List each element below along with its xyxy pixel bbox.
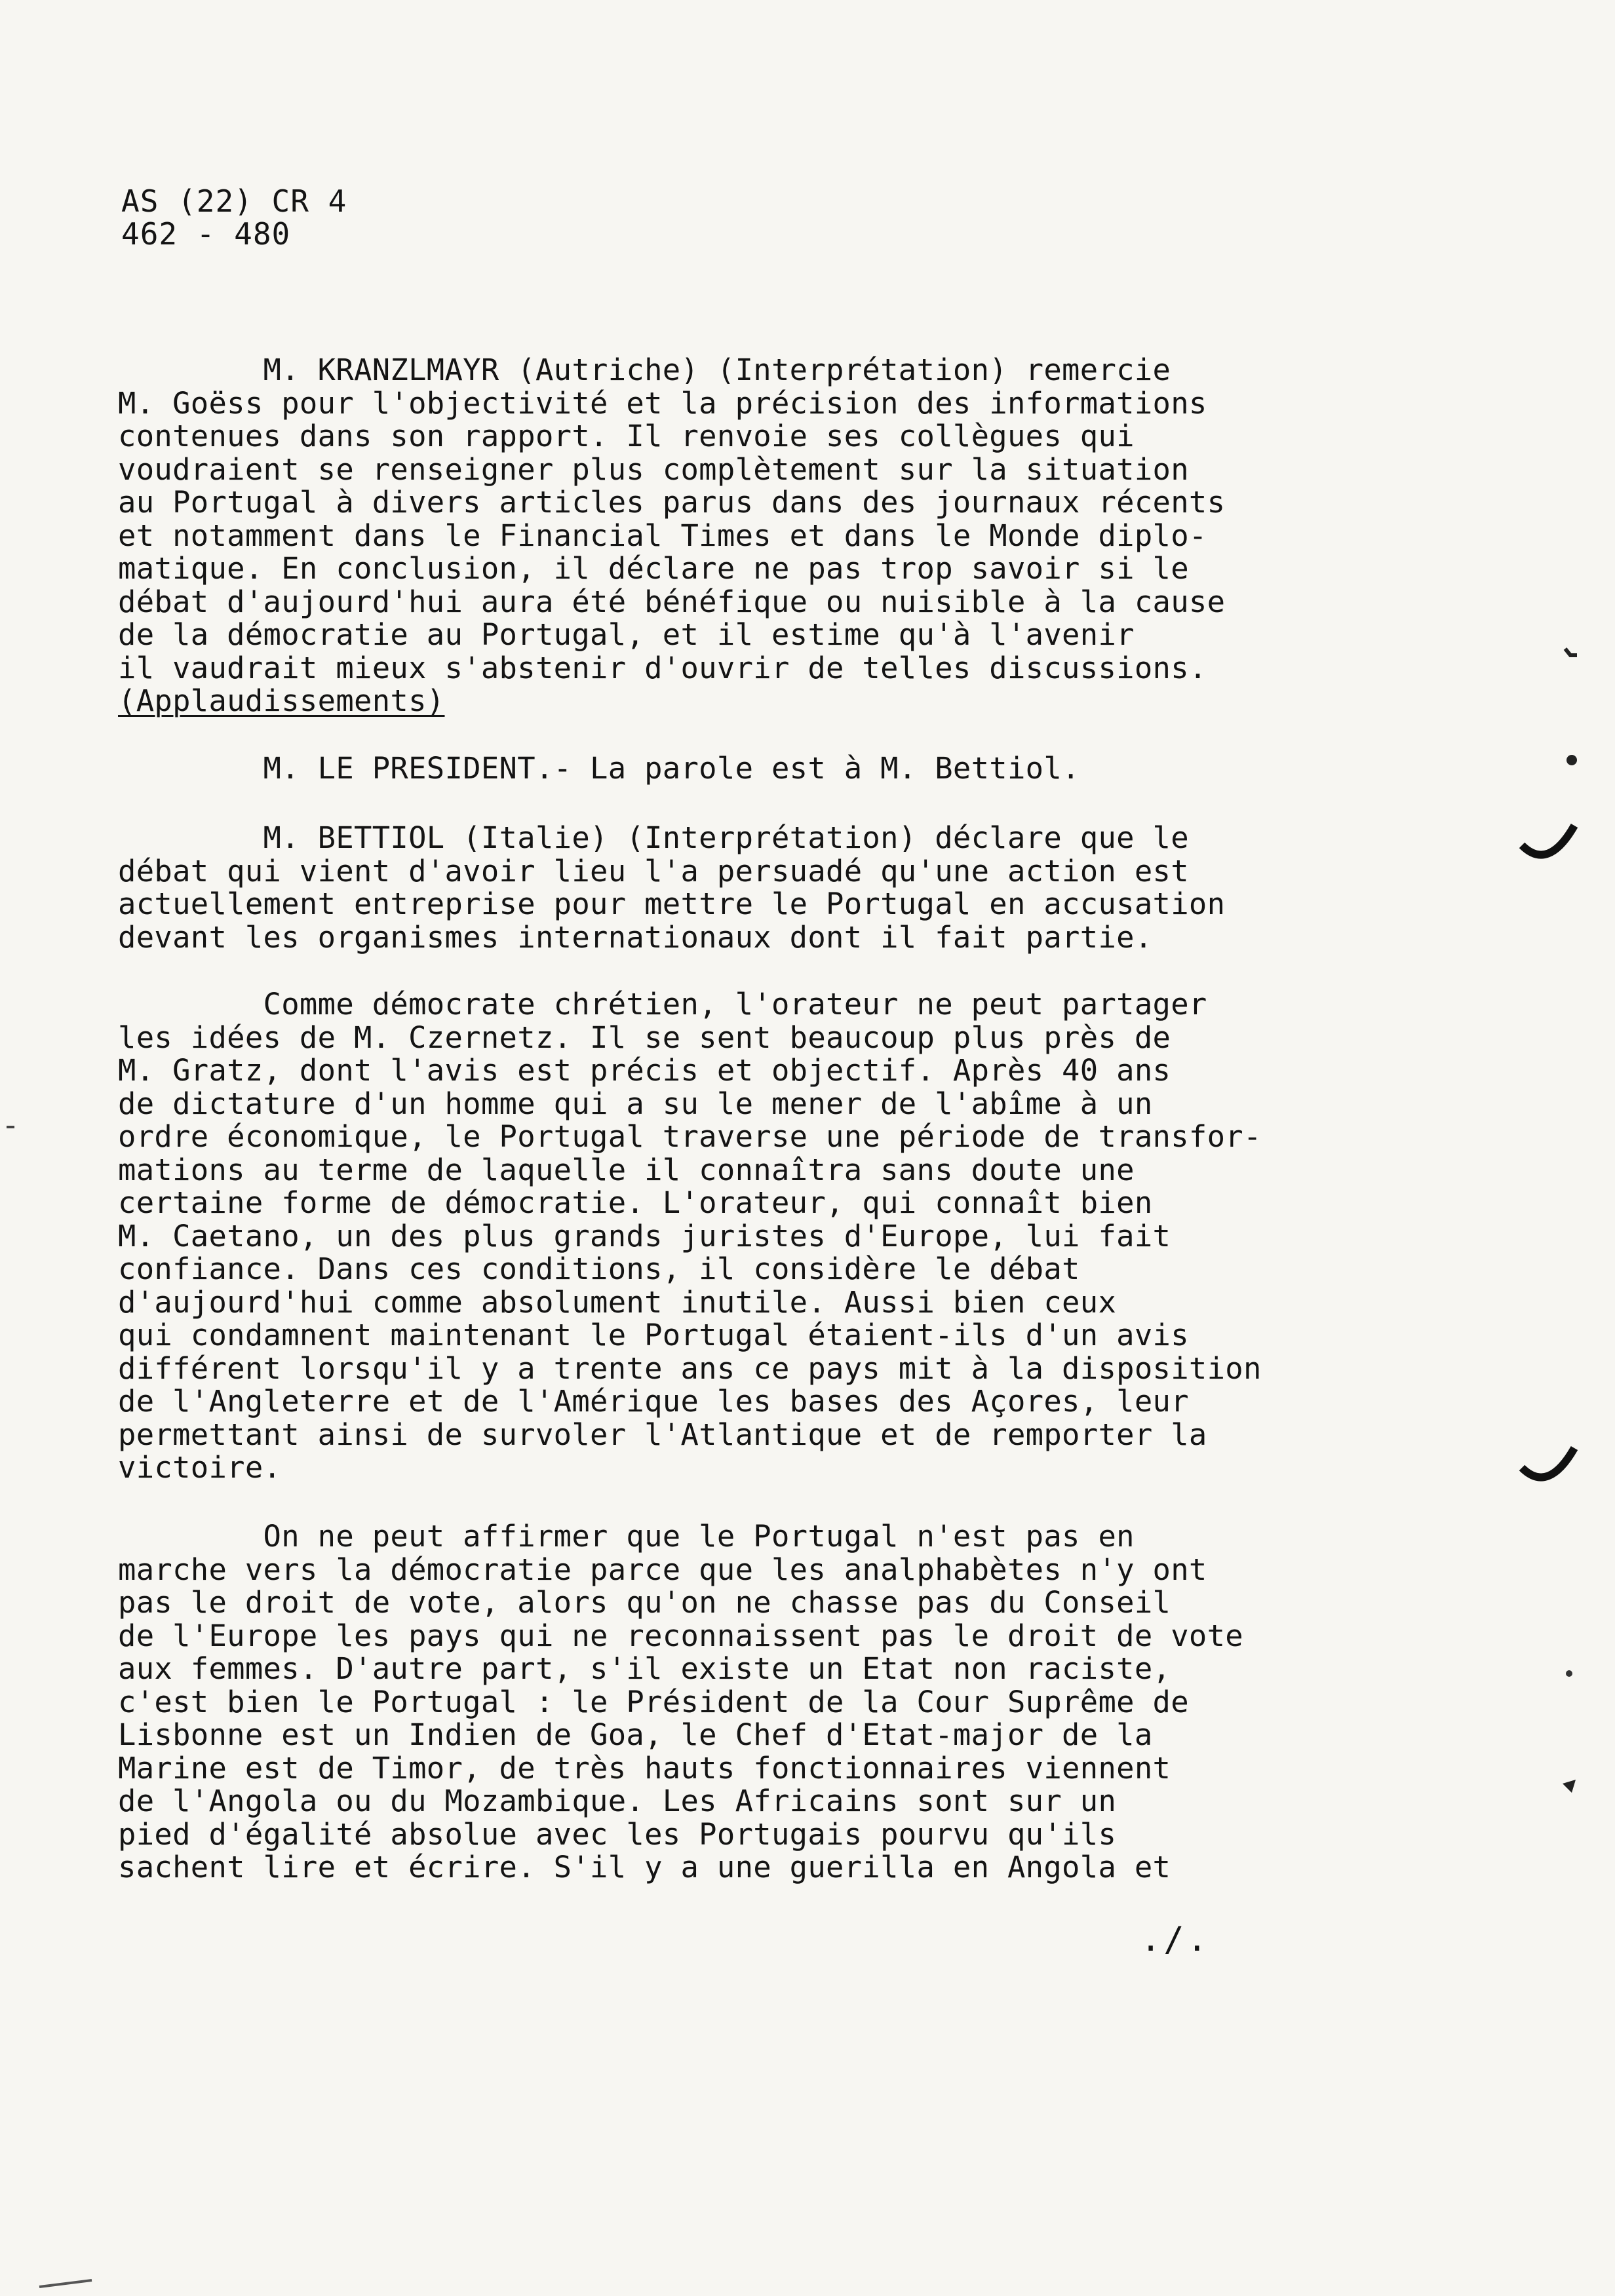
text-line: voudraient se renseigner plus complètement sur la situation bbox=[118, 451, 1189, 487]
text-line: M. Goëss pour l'objectivité et la précision des informations bbox=[118, 385, 1207, 421]
text-line: aux femmes. D'autre part, s'il existe un Etat non raciste, bbox=[118, 1651, 1171, 1686]
text-line: qui condamnent maintenant le Portugal étaient-ils d'un avis bbox=[118, 1318, 1189, 1352]
paragraph-democrate-chretien bbox=[118, 988, 1363, 1485]
text-line: mations au terme de laquelle il connaîtra sans doute une bbox=[118, 1152, 1135, 1187]
reference-pages: 462 - 480 bbox=[121, 216, 291, 252]
text-line: devant les organismes internationaux dont il fait partie. bbox=[118, 919, 1153, 955]
paragraph-bettiol bbox=[118, 822, 1363, 954]
text-line: M. LE PRESIDENT.- La parole est à M. Bettiol. bbox=[118, 751, 1080, 786]
punch-hole-mark bbox=[1522, 826, 1574, 855]
text-line: M. KRANZLMAYR (Autriche) (Interprétation) remercie bbox=[118, 353, 1171, 387]
text-line: confiance. Dans ces conditions, il considère le débat bbox=[118, 1252, 1080, 1286]
text-line: les idées de M. Czernetz. Il se sent beaucoup plus près de bbox=[118, 1020, 1171, 1055]
punch-hole-mark bbox=[1522, 1448, 1574, 1478]
text-line: pas le droit de vote, alors qu'on ne chasse pas du Conseil bbox=[118, 1585, 1171, 1620]
text-line: Comme démocrate chrétien, l'orateur ne peut partager bbox=[118, 987, 1207, 1022]
text-line: actuellement entreprise pour mettre le Portugal en accusation bbox=[118, 887, 1226, 921]
text-line: de la démocratie au Portugal, et il estime qu'à l'avenir bbox=[118, 617, 1135, 652]
paragraph-kranzlmayr bbox=[118, 354, 1363, 718]
text-line: Marine est de Timor, de très hauts fonctionnaires viennent bbox=[118, 1750, 1171, 1786]
text-line: sachent lire et écrire. S'il y a une guerilla en Angola et bbox=[118, 1850, 1171, 1885]
text-line: certaine forme de démocratie. L'orateur, qui connaît bien bbox=[118, 1185, 1153, 1220]
text-line: On ne peut affirmer que le Portugal n'est pas en bbox=[118, 1519, 1135, 1554]
text-line: de l'Europe les pays qui ne reconnaissent pas le droit de vote bbox=[118, 1618, 1243, 1653]
text-line: c'est bien le Portugal : le Président de la Cour Suprême de bbox=[118, 1684, 1189, 1719]
text-line: marche vers la démocratie parce que les analphabètes n'y ont bbox=[118, 1552, 1207, 1587]
margin-mark bbox=[1565, 649, 1577, 655]
text-line: M. Gratz, dont l'avis est précis et objectif. Après 40 ans bbox=[118, 1053, 1171, 1088]
text-line: M. Caetano, un des plus grands juristes d'Europe, lui fait bbox=[118, 1218, 1171, 1253]
continuation-mark: ./. bbox=[1140, 1920, 1210, 1959]
text-line: il vaudrait mieux s'abstenir d'ouvrir de telles discussions. bbox=[118, 650, 1207, 685]
text-line: débat d'aujourd'hui aura été bénéfique ou nuisible à la cause bbox=[118, 584, 1226, 619]
text-line: de l'Angola ou du Mozambique. Les Africains sont sur un bbox=[118, 1784, 1117, 1818]
text-line: de dictature d'un homme qui a su le mener de l'abîme à un bbox=[118, 1086, 1153, 1121]
text-line-applause: (Applaudissements) bbox=[118, 683, 445, 718]
paragraph-marche-democratie bbox=[118, 1520, 1363, 1885]
document-reference bbox=[121, 185, 347, 250]
text-line: contenues dans son rapport. Il renvoie ses collègues qui bbox=[118, 419, 1135, 453]
margin-mark bbox=[1563, 1780, 1576, 1793]
text-line: Lisbonne est un Indien de Goa, le Chef d'Etat-major de la bbox=[118, 1717, 1153, 1752]
margin-dot bbox=[1566, 1670, 1572, 1677]
text-line: matique. En conclusion, il déclare ne pas trop savoir si le bbox=[118, 551, 1189, 586]
text-line: permettant ainsi de survoler l'Atlantique et de remporter la bbox=[118, 1417, 1207, 1452]
edge-mark bbox=[39, 2280, 92, 2287]
text-line: et notamment dans le Financial Times et dans le Monde diplo- bbox=[118, 518, 1207, 553]
text-line: M. BETTIOL (Italie) (Interprétation) déclare que le bbox=[118, 820, 1189, 855]
text-line: victoire. bbox=[118, 1450, 282, 1485]
reference-code: AS (22) CR 4 bbox=[121, 183, 347, 219]
text-line: ordre économique, le Portugal traverse une période de transfor- bbox=[118, 1119, 1262, 1154]
text-line: différent lorsqu'il y a trente ans ce pays mit à la disposition bbox=[118, 1350, 1262, 1386]
text-line: débat qui vient d'avoir lieu l'a persuadé qu'une action est bbox=[118, 853, 1189, 889]
margin-dot bbox=[1566, 755, 1577, 765]
paragraph-president bbox=[118, 752, 1363, 786]
text-line: de l'Angleterre et de l'Amérique les bases des Açores, leur bbox=[118, 1384, 1189, 1419]
text-line: au Portugal à divers articles parus dans des journaux récents bbox=[118, 485, 1226, 520]
text-line: d'aujourd'hui comme absolument inutile. Aussi bien ceux bbox=[118, 1284, 1117, 1320]
text-line: pied d'égalité absolue avec les Portugais pourvu qu'ils bbox=[118, 1816, 1117, 1852]
